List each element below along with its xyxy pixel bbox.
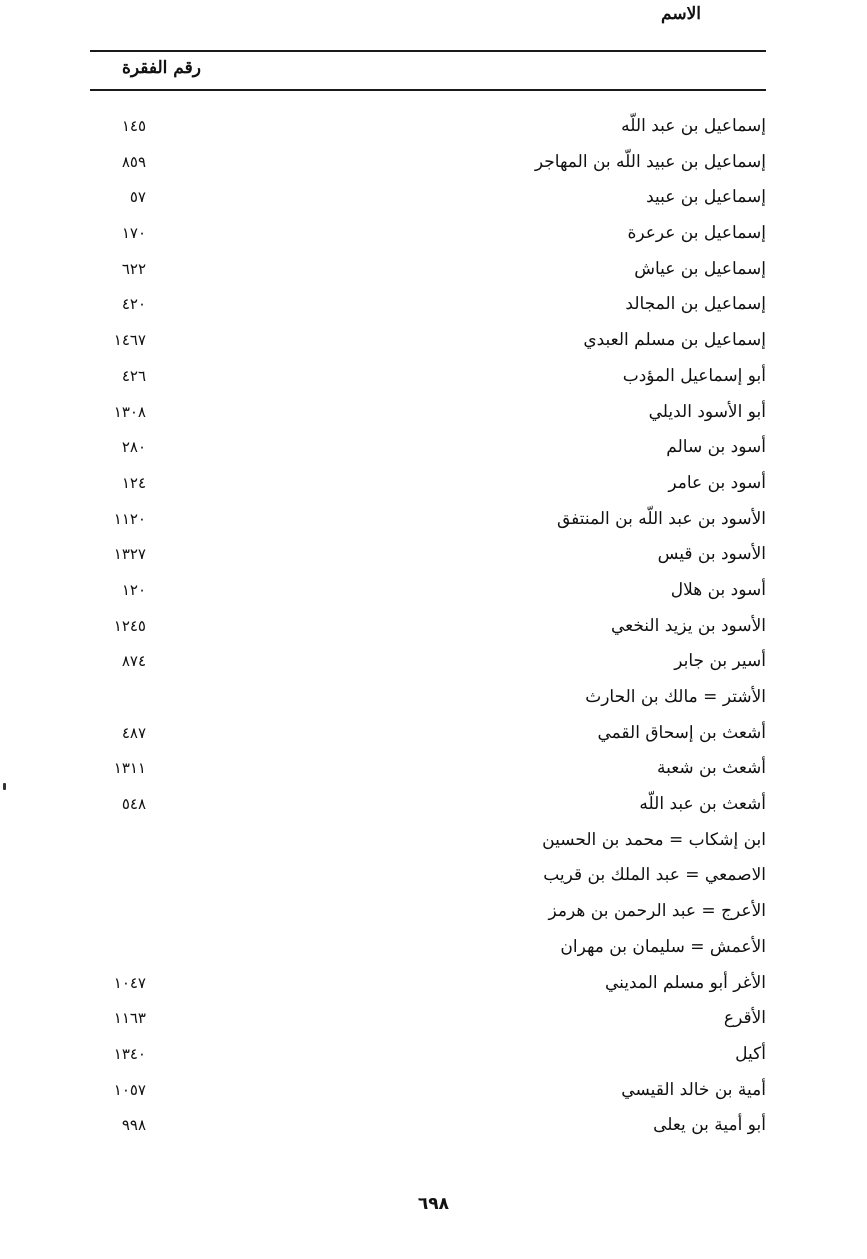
index-entry-row (0, 790, 867, 826)
dot-leader (158, 1017, 766, 1025)
entry-name: أسير بن جابر (668, 651, 766, 671)
header-bottom-rule (90, 89, 766, 91)
dot-leader (158, 1053, 766, 1061)
entry-name: أبو أمية بن يعلى (647, 1115, 766, 1135)
index-entry-row (0, 897, 867, 933)
entry-paragraph-number: ٤٨٧ (121, 723, 146, 742)
entry-paragraph-number: ١٧٠ (121, 224, 146, 243)
entry-name: أشعث بن إسحاق القمي (591, 723, 766, 743)
index-entry-row (0, 933, 867, 969)
header-top-rule (90, 50, 766, 52)
entry-name: الأسود بن قيس (652, 544, 766, 564)
entry-name: إسماعيل بن المجالد (619, 294, 766, 314)
entry-name: أكيل (729, 1044, 766, 1064)
entry-paragraph-number: ١١٢٠ (113, 509, 146, 528)
index-entry-row (0, 398, 867, 434)
entry-paragraph-number: ١٣٤٠ (113, 1044, 146, 1063)
entry-paragraph-number: ٩٩٨ (121, 1116, 146, 1135)
entry-paragraph-number: ١٢٤٥ (113, 616, 146, 635)
entry-paragraph-number: ٤٢٦ (121, 366, 146, 385)
page-number: ٦٩٨ (417, 1194, 450, 1214)
entry-paragraph-number: ٦٢٢ (121, 259, 146, 278)
entry-name: إسماعيل بن عبيد (640, 187, 766, 207)
index-entry-row (0, 719, 867, 755)
index-entry-row (0, 1111, 867, 1147)
entry-paragraph-number: ١٠٤٧ (113, 973, 146, 992)
entry-name: أسود بن سالم (660, 437, 766, 457)
entry-name: إسماعيل بن عبيد اللّه بن المهاجر (529, 152, 766, 172)
entry-name: الأسود بن يزيد النخعي (605, 616, 766, 636)
entry-name: إسماعيل بن عبد اللّه (615, 116, 766, 136)
entry-paragraph-number: ١٤٥ (121, 117, 146, 135)
index-entry-row (0, 612, 867, 648)
entry-paragraph-number: ١١٦٣ (113, 1009, 146, 1028)
entry-name: أبو إسماعيل المؤدب (617, 366, 766, 386)
entry-name: الأقرع (718, 1008, 766, 1028)
entry-paragraph-number: ٨٧٤ (121, 652, 146, 671)
index-entry-row (0, 861, 867, 897)
index-entry-row (0, 1040, 867, 1076)
index-entry-row (0, 969, 867, 1005)
entry-name: الأعمش = سليمان بن مهران (554, 937, 766, 957)
entry-name: الاصمعي = عبد الملك بن قريب (537, 865, 766, 885)
entry-name: أسود بن هلال (665, 580, 766, 600)
entry-paragraph-number: ١٢٤ (121, 473, 146, 492)
entry-name: الأسود بن عبد اللّه بن المنتفق (551, 509, 766, 529)
entry-paragraph-number: ١٣٢٧ (113, 545, 146, 564)
index-entry-row (0, 540, 867, 576)
index-entry-row (0, 255, 867, 291)
index-entry-row (0, 1076, 867, 1112)
entry-paragraph-number: ٨٥٩ (121, 152, 146, 171)
entry-name: أشعث بن شعبة (651, 758, 766, 778)
entry-name: إسماعيل بن مسلم العبدي (577, 330, 766, 350)
index-entry-row (0, 576, 867, 612)
entry-name: أمية بن خالد القيسي (615, 1080, 766, 1100)
entry-name: الأعرج = عبد الرحمن بن هرمز (543, 901, 766, 921)
index-entries-list (0, 112, 867, 1147)
index-entry-row (0, 433, 867, 469)
scan-speck (3, 783, 6, 790)
entry-paragraph-number: ٥٤٨ (121, 795, 146, 814)
entry-name: أسود بن عامر (662, 473, 766, 493)
index-entry-row (0, 683, 867, 719)
index-entry-row (0, 505, 867, 541)
entry-paragraph-number: ١٣٠٨ (113, 402, 146, 421)
entry-name: الأشتر = مالك بن الحارث (579, 687, 766, 707)
index-entry-row (0, 148, 867, 184)
entry-paragraph-number: ٥٧ (129, 188, 146, 207)
entry-paragraph-number: ١٢٠ (121, 580, 146, 599)
entry-name: ابن إشكاب = محمد بن الحسين (536, 830, 766, 850)
entry-paragraph-number: ٤٢٠ (121, 295, 146, 314)
index-entry-row (0, 647, 867, 683)
index-entry-row (0, 326, 867, 362)
index-entry-row (0, 1004, 867, 1040)
paragraph-number-column-header: رقم الفقرة (122, 58, 201, 78)
entry-name: الأغر أبو مسلم المديني (599, 973, 766, 993)
index-entry-row (0, 826, 867, 862)
index-entry-row (0, 362, 867, 398)
index-entry-row (0, 219, 867, 255)
index-entry-row (0, 469, 867, 505)
entry-name: أبو الأسود الديلي (643, 402, 766, 422)
entry-name: أشعث بن عبد اللّه (633, 794, 766, 814)
index-entry-row (0, 290, 867, 326)
entry-paragraph-number: ١٤٦٧ (113, 331, 146, 350)
entry-paragraph-number: ٢٨٠ (121, 438, 146, 457)
entry-name: إسماعيل بن عرعرة (621, 223, 766, 243)
index-entry-row (0, 183, 867, 219)
entry-name: إسماعيل بن عياش (628, 259, 766, 279)
index-entry-row (0, 112, 867, 148)
entry-paragraph-number: ١٣١١ (113, 759, 146, 778)
name-column-header: الاسم (655, 4, 701, 24)
entry-paragraph-number: ١٠٥٧ (113, 1080, 146, 1099)
index-entry-row (0, 754, 867, 790)
